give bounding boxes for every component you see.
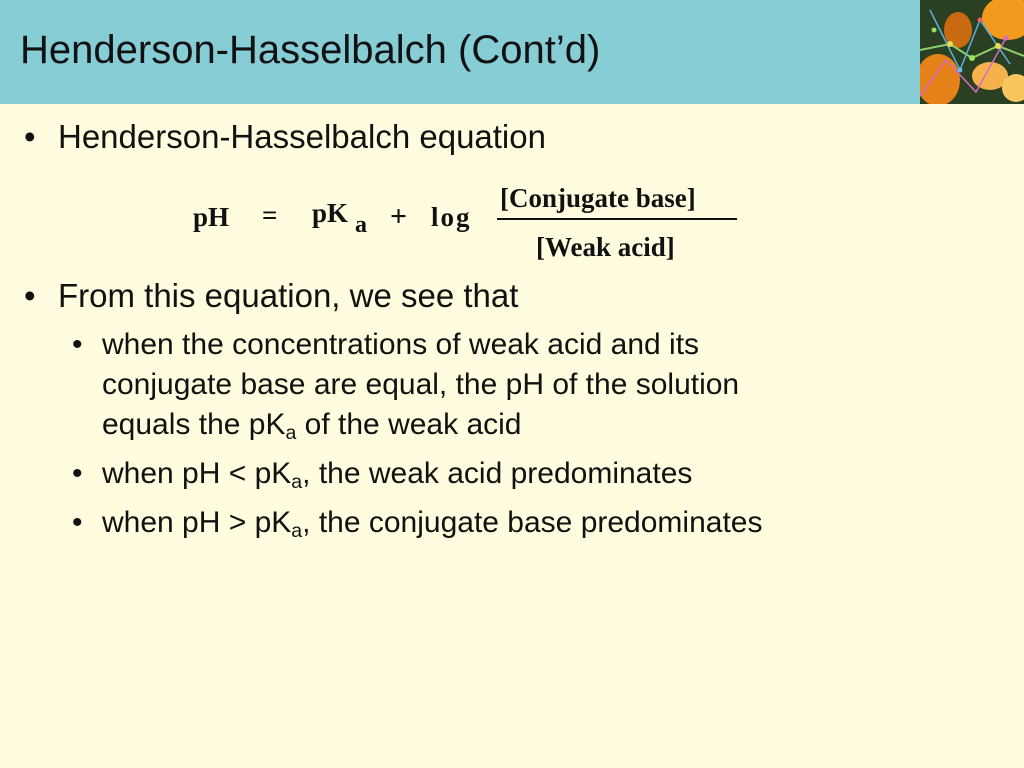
henderson-hasselbalch-equation (0, 0, 1024, 280)
sub-bullet-post: , the conjugate base predominates (302, 506, 763, 539)
fraction-line (497, 218, 737, 220)
slide-title: Henderson-Hasselbalch (Cont’d) (20, 28, 601, 72)
sub-bullet-pre: when pH < pK (102, 457, 292, 490)
equation-denominator: [Weak acid] (536, 232, 675, 262)
pka-subscript: a (291, 471, 303, 494)
sub-bullet-line: conjugate base are equal, the pH of the solution (102, 368, 740, 401)
bullet-text: From this equation, we see that (58, 277, 519, 314)
sub-bullet-continuation (102, 365, 739, 405)
sub-bullet-conjugate-base-predominates (72, 503, 763, 546)
sub-bullet-equal-concentrations (72, 325, 700, 365)
bullet-dot: • (72, 506, 83, 539)
bullet-text: Henderson-Hasselbalch equation (58, 118, 546, 155)
equation-equals: = (262, 200, 278, 230)
equation-numerator: [Conjugate base] (500, 183, 696, 213)
bullet-dot: • (72, 328, 83, 361)
pka-subscript: a (291, 520, 303, 543)
equation-log: log (431, 202, 472, 232)
equation-pk-subscript: a (355, 212, 367, 238)
sub-bullet-continuation (102, 405, 521, 448)
equation-ph: pH (193, 202, 230, 232)
sub-bullet-pre: when pH > pK (102, 506, 292, 539)
bullet-from-equation (24, 277, 519, 315)
bullet-dot: • (24, 277, 36, 314)
sub-bullet-line-post: of the weak acid (296, 408, 522, 441)
sub-bullet-line-pre: equals the pK (102, 408, 286, 441)
sub-bullet-post: , the weak acid predominates (302, 457, 693, 490)
bullet-dot: • (72, 457, 83, 490)
pka-subscript: a (285, 422, 297, 445)
equation-plus: + (390, 200, 408, 233)
bullet-dot: • (24, 118, 36, 155)
sub-bullet-line: when the concentrations of weak acid and its (102, 328, 700, 361)
sub-bullet-weak-acid-predominates (72, 454, 693, 497)
equation-pk: pK (312, 198, 349, 228)
